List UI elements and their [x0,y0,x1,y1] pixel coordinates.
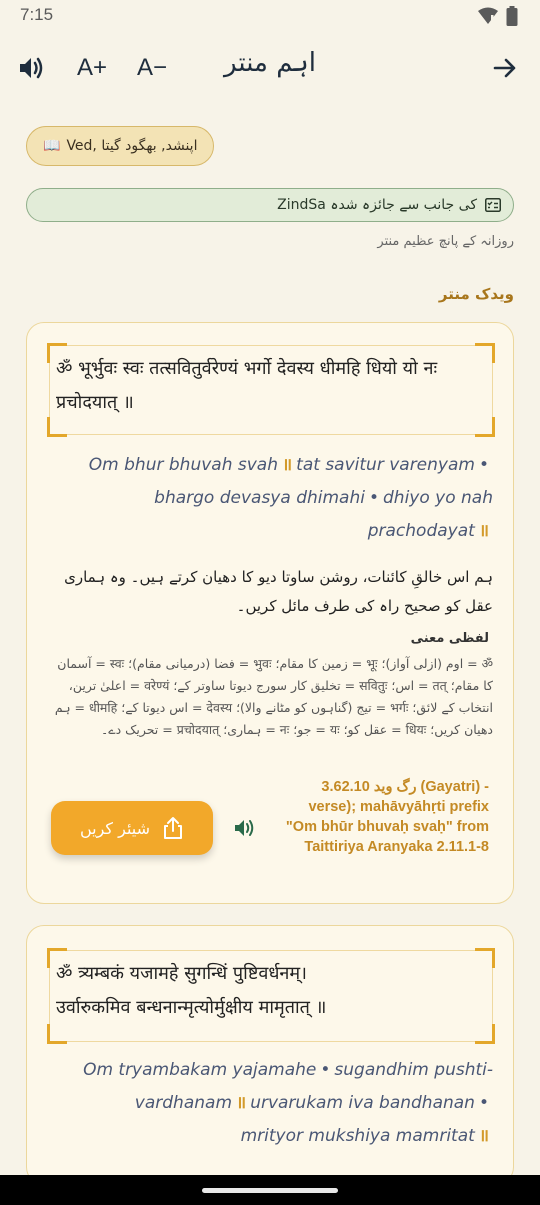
scripture-source-pill[interactable] [26,126,214,166]
page-subtitle: روزانہ کے پانچ عظیم منتر [377,234,514,249]
forward-button[interactable] [488,48,522,88]
font-increase-button[interactable]: A+ [76,54,108,81]
sanskrit-box [49,950,493,1042]
status-time: 7:15 [20,5,54,24]
battery-icon [506,6,518,26]
section-title: ویدک منتر [438,285,514,303]
app-bar [0,38,540,96]
share-icon [162,816,184,840]
wifi-icon [478,7,498,25]
word-meanings-text: ॐ = اوم (ازلی آواز)؛ भूः = زمین کا مقام؛ भुवः = فضا (درمیانی مقام)؛ स्वः = آسمان کا مقام؛ तत् = اس؛ सवितुः = تخلیق کار سورج دیوتا ساوتر کے؛ वरेण्यं = اعلیٰ ترین، انتخاب کے لائق؛ भर्गः = تیج (گناہوں کو مٹانے والا)؛ देवस्य = اس دیوتا کے؛ धीमहि = ہم دھیان کریں؛ धियः = عقل کو؛ यः = جو؛ नः = ہماری؛ प्रचोदयात् = تحریک دے۔ [54,656,493,737]
play-audio-icon[interactable] [233,817,255,839]
review-badge-label: ZindSa کی جانب سے جائزہ شدہ [277,197,477,213]
sanskrit-text: ॐ भूर्भुवः स्वः तत्सवितुर्वरेण्यं भर्गो देवस्य धीमहि धियो यो नः प्रचोदयात् ॥ [56,358,438,413]
mantra-card [26,925,514,1185]
pill-label: Ved, اپنشد, بھگود گیتا [66,138,198,154]
sanskrit-line-2: उर्वारुकमिव बन्धनान्मृत्योर्मुक्षीय मामृतात् ॥ [56,997,327,1018]
share-label: شیئر کریں [79,818,151,838]
meaning-text: ہم اس خالقِ کائنات، روشن ساوتا دیو کا دھیان کرتے ہیں۔ وہ ہماری عقل کو صحیح راہ کی طرف مائل کریں۔ [64,568,493,615]
checklist-icon [485,198,501,212]
source-reference: رگ وید 3.62.10 (Gayatri) - verse); mahāvyāhṛti prefix "Om bhūr bhuvaḥ svaḥ" from Taittiriya Aranyaka 2.11.1-8 [285,779,489,855]
status-icons [478,6,518,26]
status-bar [0,0,540,32]
transliteration: Om bhur bhuvah svah ॥ tat savitur varenyam • bhargo devasya dhimahi • dhiyo yo nah prachodayat ॥ [88,455,493,541]
transliteration: Om tryambakam yajamahe • sugandhim pushti- vardhanam ॥ urvarukam iva bandhanan • mrityor mukshiya mamritat ॥ [83,1060,493,1146]
share-button[interactable] [51,801,213,855]
book-icon: 📖 [43,138,61,154]
sanskrit-line-1: ॐ त्र्यम्बकं यजामहे सुगन्धिं पुष्टिवर्धनम्। [56,963,307,984]
sanskrit-box [49,345,493,435]
mantra-card [26,322,514,904]
system-nav-bar [0,1175,540,1205]
page-title: اہم منتر [224,48,316,78]
home-gesture-handle[interactable] [202,1188,338,1193]
review-badge [26,188,514,222]
word-meanings-title: لفظی معنی [410,631,489,646]
arrow-right-icon [493,56,517,80]
font-decrease-button[interactable]: A− [136,54,168,81]
